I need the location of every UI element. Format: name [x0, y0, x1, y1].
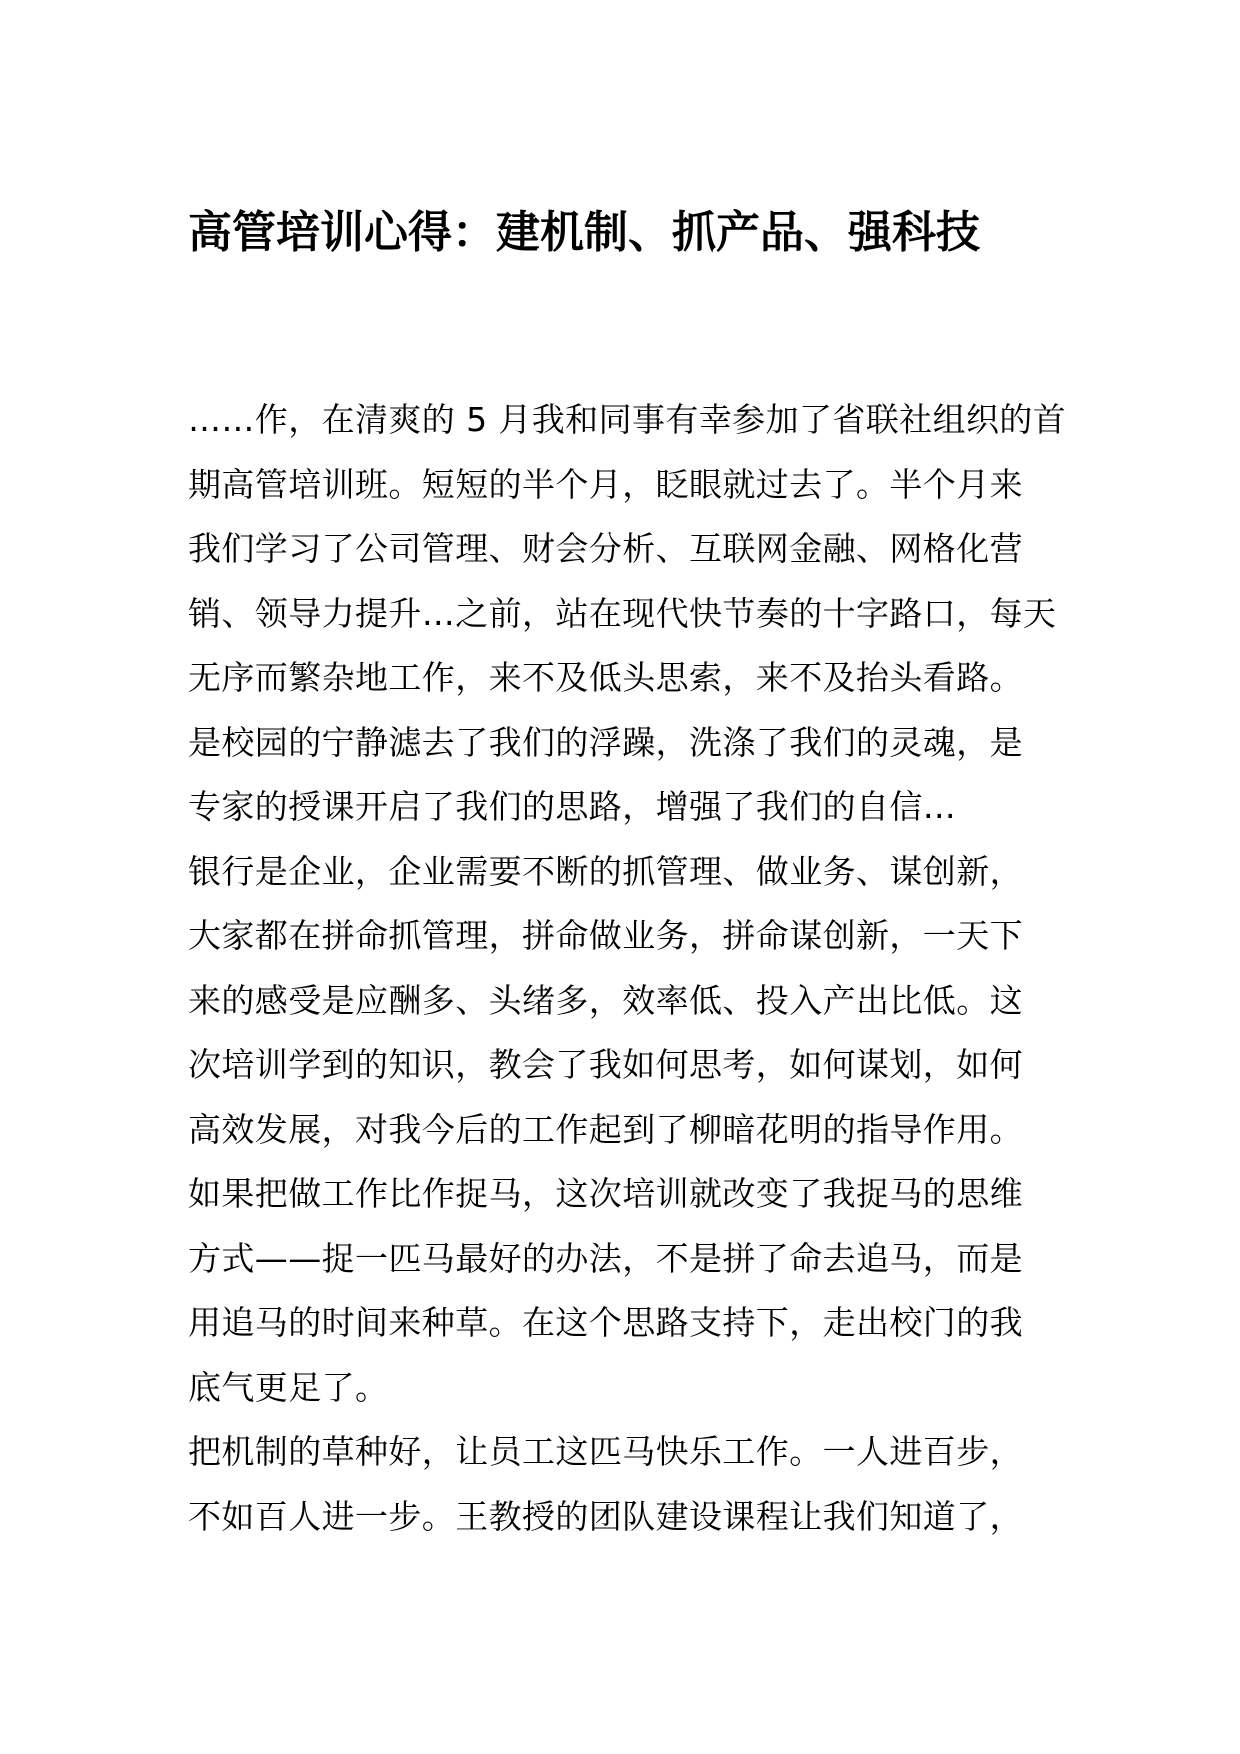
body-line: 专家的授课开启了我们的思路，增强了我们的自信…: [188, 787, 957, 826]
document-body: [188, 388, 1218, 1549]
body-line: 高效发展，对我今后的工作起到了柳暗花明的指导作用。: [188, 1109, 1023, 1149]
body-line: 来的感受是应酬多、头绪多，效率低、投入产出比低。这: [188, 980, 1023, 1020]
body-line: 用追马的时间来种草。在这个思路支持下，走出校门的我: [188, 1303, 1023, 1342]
body-line: ……作，在清爽的 5 月我和同事有幸参加了省联社组织的首: [188, 400, 1067, 439]
body-line: 我们学习了公司管理、财会分析、互联网金融、网格化营: [188, 529, 1023, 568]
body-line: 底气更足了。: [188, 1367, 389, 1407]
body-line: 期高管培训班。短短的半个月，眨眼就过去了。半个月来: [188, 464, 1023, 504]
body-line: 如果把做工作比作捉马，这次培训就改变了我捉马的思维: [188, 1174, 1023, 1213]
body-line: 是校园的宁静滤去了我们的浮躁，洗涤了我们的灵魂，是: [188, 722, 1023, 762]
document-title: 高管培训心得：建机制、抓产品、强科技: [188, 207, 980, 258]
body-line: 把机制的草种好，让员工这匹马快乐工作。一人进百步，: [188, 1432, 1023, 1471]
body-line: 不如百人进一步。王教授的团队建设课程让我们知道了，: [188, 1496, 1023, 1536]
body-line: 方式——捉一匹马最好的办法，不是拼了命去追马，而是: [188, 1238, 1023, 1278]
body-line: 银行是企业，企业需要不断的抓管理、做业务、谋创新，: [188, 851, 1023, 891]
body-line: 次培训学到的知识，教会了我如何思考，如何谋划，如何: [188, 1045, 1023, 1084]
body-line: 销、领导力提升…之前，站在现代快节奏的十字路口，每天: [188, 593, 1057, 633]
body-line: 无序而繁杂地工作，来不及低头思索，来不及抬头看路。: [188, 658, 1023, 697]
body-line: 大家都在拼命抓管理，拼命做业务，拼命谋创新，一天下: [188, 916, 1023, 955]
